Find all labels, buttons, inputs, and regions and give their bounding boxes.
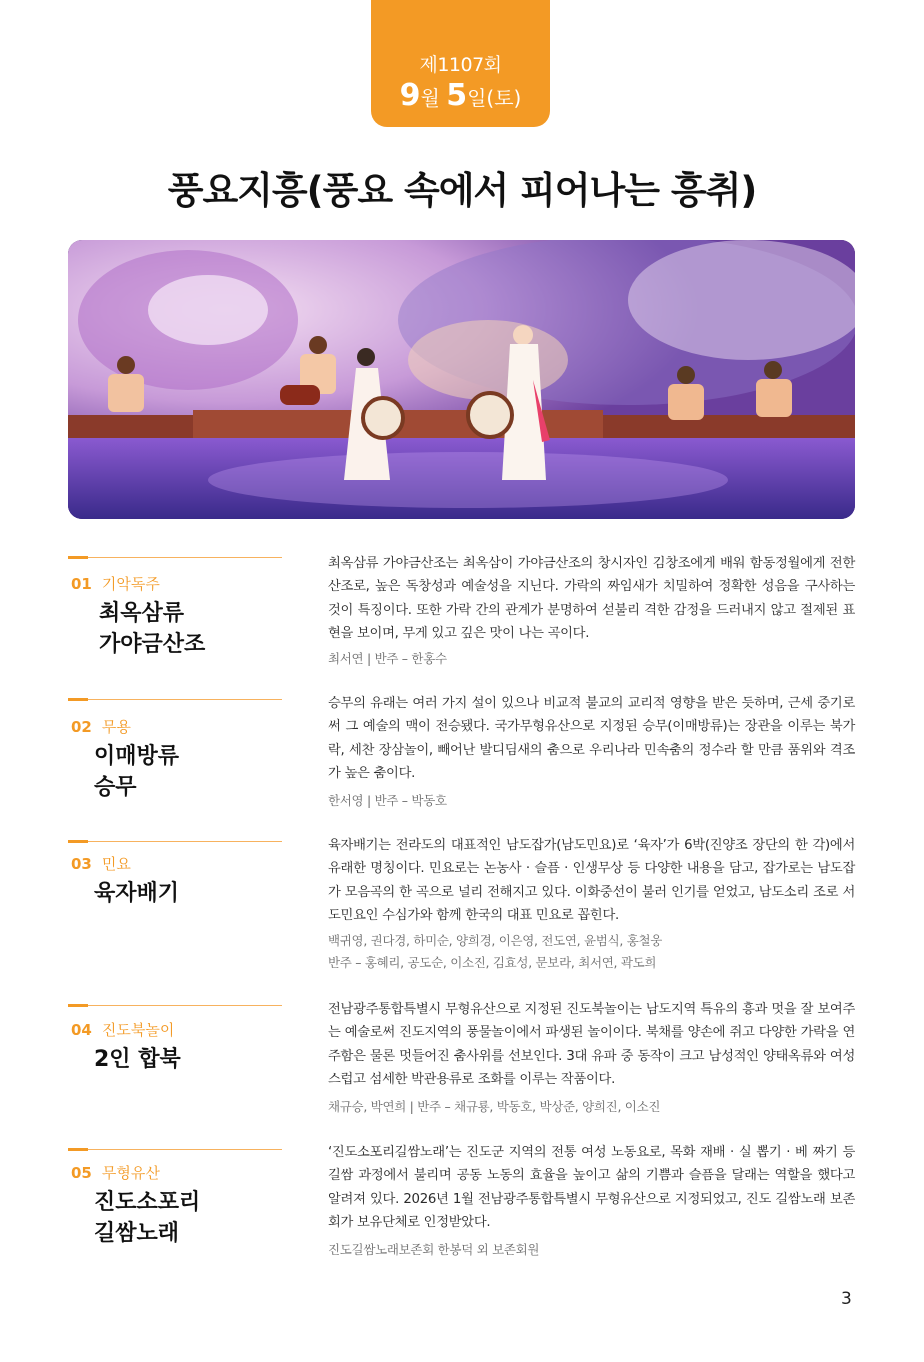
month-value: 9 <box>399 78 421 113</box>
section-divider <box>68 557 282 558</box>
item-title-line: 가야금산조 <box>99 632 206 657</box>
item-category <box>71 1019 174 1040</box>
month-unit: 월 <box>420 86 440 110</box>
page-title: 풍요지흥(풍요 속에서 피어나는 흥취) <box>167 169 757 212</box>
item-performers <box>328 1096 855 1118</box>
item-description: 전남광주통합특별시 무형유산으로 지정된 진도북놀이는 남도지역 특유의 흥과 멋을 잘 보여주는 예술로써 진도지역의 풍물놀이에서 파생된 놀이이다. 북채를 양손에 쥐고 다양한 가락을 연주함은 물론 멋들어진 춤사위를 선보인다. 3대 유파 중 동작이 크고 남성적인 양태옥류와 여성스럽고 섬세한 박관용류로 조화를 이루는 작품이다. <box>328 1002 855 1088</box>
item-description: ‘진도소포리길쌈노래’는 진도군 지역의 전통 여성 노동요로, 목화 재배 · 실 뽑기 · 베 짜기 등 길쌈 과정에서 불리며 공동 노동의 효율을 높이고 삶의 기쁨과 슬픔을 달래는 역할을 했다고 알려져 있다. 2026년 1월 전남광주통합특별시 무형유산으로 지정되었고, 진도 길쌈노래 보존회가 보유단체로 인정받았다. <box>328 1145 855 1231</box>
item-category <box>71 716 131 737</box>
item-title <box>94 1044 181 1075</box>
item-title <box>94 878 179 909</box>
item-title <box>99 598 205 660</box>
item-description: 최옥삼류 가야금산조는 최옥삼이 가야금산조의 창시자인 김창조에게 배워 함동정월에게 전한 산조로, 높은 독창성과 예술성을 지닌다. 가락의 짜임새가 치밀하여 정확한 성음을 구사하는 것이 특징이다. 또한 가락 간의 관계가 분명하여 섣불리 격한 감정을 드러내지 않고 절제된 표현을 보이며, 무게 있고 깊은 맛이 나는 곡이다. <box>328 556 855 642</box>
page-number: 3 <box>841 1289 852 1309</box>
section-divider <box>68 1005 282 1006</box>
section-divider <box>68 699 282 700</box>
item-number: 02 <box>71 718 92 736</box>
item-category-label: 무형유산 <box>101 1164 160 1182</box>
item-title-line: 2인 합북 <box>94 1047 181 1072</box>
item-number: 03 <box>71 855 92 873</box>
item-performers <box>328 790 855 812</box>
performer-line: 한서영 | 반주 – 박동호 <box>328 793 447 808</box>
performer-line: 최서연 | 반주 – 한홍수 <box>328 651 447 666</box>
performer-line: 진도길쌈노래보존회 한봉덕 외 보존회원 <box>328 1242 540 1257</box>
item-number: 04 <box>71 1021 92 1039</box>
item-category <box>71 853 131 874</box>
item-number: 05 <box>71 1164 92 1182</box>
item-category-label: 민요 <box>101 855 131 873</box>
item-number: 01 <box>71 575 92 593</box>
item-title-line: 이매방류 <box>94 744 180 769</box>
item-category-label: 기악독주 <box>101 575 160 593</box>
item-category <box>71 573 160 594</box>
day-unit: 일(토) <box>467 86 522 110</box>
item-performers <box>328 930 855 974</box>
section-divider <box>68 1149 282 1150</box>
performer-line: 반주 – 홍혜리, 공도순, 이소진, 김효성, 문보라, 최서연, 곽도희 <box>328 955 657 970</box>
performer-line: 채규승, 박연희 | 반주 – 채규룡, 박동호, 박상준, 양희진, 이소진 <box>328 1099 661 1114</box>
item-title-line: 최옥삼류 <box>99 601 185 626</box>
item-title-line: 승무 <box>94 775 137 800</box>
item-title <box>94 741 179 803</box>
item-title <box>94 1187 200 1249</box>
performance-photo <box>68 240 855 519</box>
performer-line: 백귀영, 권다경, 하미순, 양희경, 이은영, 전도연, 윤범식, 홍철웅 <box>328 933 663 948</box>
item-performers <box>328 648 855 670</box>
date-badge <box>371 0 550 127</box>
item-description: 승무의 유래는 여러 가지 설이 있으나 비교적 불교의 교리적 영향을 받은 듯하며, 근세 중기로써 그 예술의 맥이 전승됐다. 국가무형유산으로 지정된 승무(이매방류)는 장관을 이루는 북가락, 세찬 장삼놀이, 빼어난 발디딤새의 춤으로 우리나라 민속춤의 정수라 할 만큼 품위와 격조가 높은 춤이다. <box>328 696 855 782</box>
item-performers <box>328 1239 855 1261</box>
session-number: 제1107회 <box>419 54 502 76</box>
item-description: 육자배기는 전라도의 대표적인 남도잡가(남도민요)로 ‘육자’가 6박(진양조 장단의 한 각)에서 유래한 명칭이다. 민요로는 논농사 · 슬픔 · 인생무상 등 다양한 내용을 담고, 잡가로는 남도잡가 모음곡의 한 곡으로 널리 전해지고 있다. 이화중선이 불러 인기를 얻었고, 남도소리 조로 서도민요인 수심가와 함께 한국의 대표 민요로 꼽힌다. <box>328 838 855 924</box>
item-category-label: 무용 <box>101 718 131 736</box>
item-title-line: 길쌈노래 <box>94 1221 180 1246</box>
section-divider <box>68 841 282 842</box>
item-category <box>71 1162 160 1183</box>
item-title-line: 육자배기 <box>94 881 180 906</box>
item-category-label: 진도북놀이 <box>101 1021 175 1039</box>
performance-date <box>371 78 550 113</box>
item-title-line: 진도소포리 <box>94 1190 201 1215</box>
day-value: 5 <box>446 78 468 113</box>
